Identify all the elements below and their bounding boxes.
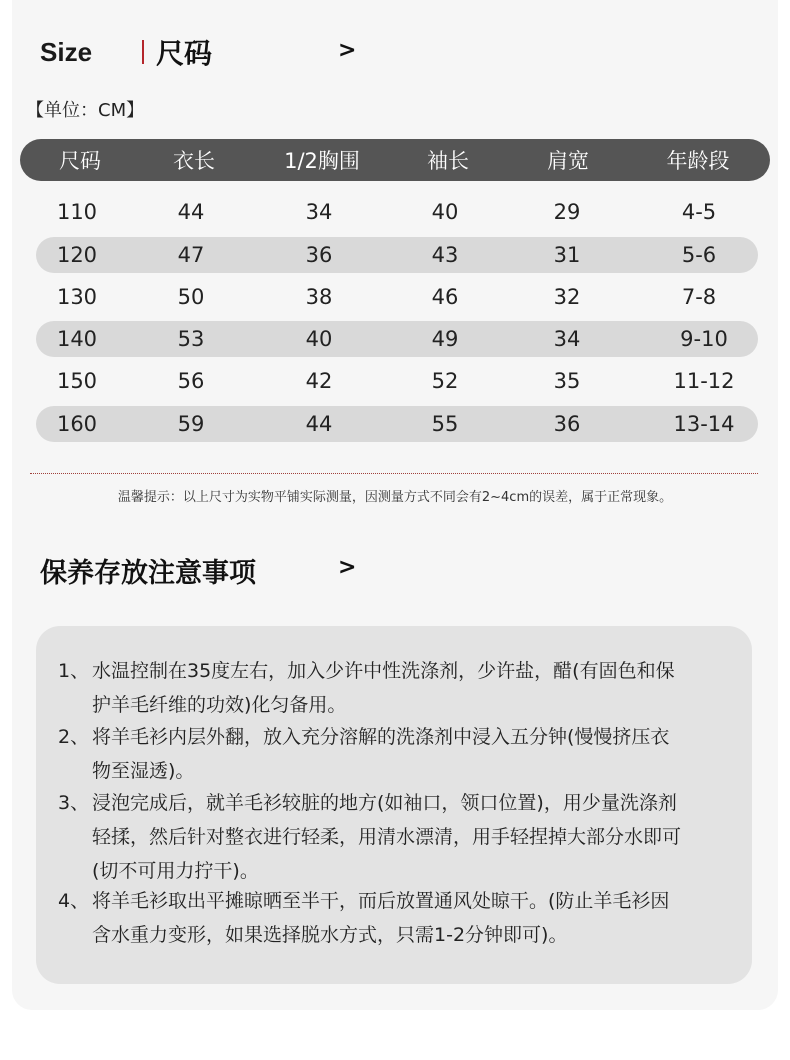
cell-chest: 40 <box>305 327 333 351</box>
cell-size: 130 <box>56 285 98 309</box>
care-title: 保养存放注意事项 <box>40 557 256 589</box>
cell-length: 50 <box>177 285 205 309</box>
care-item-text: 含水重力变形，如果选择脱水方式，只需1-2分钟即可)。 <box>92 924 568 946</box>
cell-sleeve: 40 <box>431 200 459 224</box>
care-item-text: 轻揉，然后针对整衣进行轻柔，用清水漂清，用手轻捏掉大部分水即可 <box>92 826 682 848</box>
cell-shoulder: 32 <box>553 285 581 309</box>
cell-size: 110 <box>56 200 98 224</box>
cell-size: 120 <box>56 243 98 267</box>
size-title-cn: 尺码 <box>156 37 213 70</box>
care-item-number: 2、 <box>58 726 90 748</box>
dotted-divider <box>30 473 758 474</box>
size-section-header <box>40 30 212 74</box>
cell-length: 56 <box>177 369 205 393</box>
care-item-2 <box>58 720 669 788</box>
header-chest: 1/2胸围 <box>284 149 360 173</box>
header-size: 尺码 <box>59 149 101 173</box>
cell-size: 140 <box>56 327 98 351</box>
cell-size: 150 <box>56 369 98 393</box>
header-length: 衣长 <box>173 149 215 173</box>
cell-chest: 38 <box>305 285 333 309</box>
unit-label: 【单位：CM】 <box>26 100 145 121</box>
header-age: 年龄段 <box>666 149 730 173</box>
cell-size: 160 <box>56 412 98 436</box>
care-item-number: 1、 <box>58 660 90 682</box>
cell-shoulder: 29 <box>553 200 581 224</box>
header-sleeve: 袖长 <box>427 149 469 173</box>
cell-shoulder: 31 <box>553 243 581 267</box>
table-row <box>36 194 758 230</box>
chevron-right-icon: > <box>338 38 357 63</box>
header-shoulder: 肩宽 <box>547 149 589 173</box>
cell-age: 13-14 <box>673 412 735 436</box>
care-item-text: 浸泡完成后，就羊毛衫较脏的地方(如袖口，领口位置)，用少量洗涤剂 <box>92 792 677 814</box>
cell-sleeve: 43 <box>431 243 459 267</box>
care-item-text: 水温控制在35度左右，加入少许中性洗涤剂，少许盐，醋(有固色和保 <box>92 660 675 682</box>
cell-sleeve: 46 <box>431 285 459 309</box>
care-item-4 <box>58 884 669 952</box>
title-divider <box>142 40 144 64</box>
cell-age: 11-12 <box>673 369 735 393</box>
cell-chest: 36 <box>305 243 333 267</box>
table-row <box>36 406 758 442</box>
chevron-right-icon: > <box>338 555 357 580</box>
care-item-text: 物至湿透)。 <box>92 760 195 782</box>
care-item-1 <box>58 654 675 722</box>
cell-length: 53 <box>177 327 205 351</box>
size-title-en: Size <box>40 36 93 67</box>
cell-age: 9-10 <box>680 327 728 351</box>
table-row <box>36 321 758 357</box>
cell-age: 7-8 <box>681 285 717 309</box>
cell-chest: 42 <box>305 369 333 393</box>
cell-shoulder: 34 <box>553 327 581 351</box>
care-instructions-box <box>36 626 752 984</box>
cell-length: 47 <box>177 243 205 267</box>
care-section-header <box>40 548 256 592</box>
cell-chest: 44 <box>305 412 333 436</box>
cell-sleeve: 55 <box>431 412 459 436</box>
care-item-3 <box>58 786 681 888</box>
care-item-text: 护羊毛纤维的功效)化匀备用。 <box>92 694 347 716</box>
measurement-tip: 温馨提示：以上尺寸为实物平铺实际测量，因测量方式不同会有2~4cm的误差，属于正常现象。 <box>117 490 673 505</box>
cell-age: 4-5 <box>681 200 717 224</box>
cell-length: 59 <box>177 412 205 436</box>
table-row <box>36 363 758 399</box>
table-row <box>36 237 758 273</box>
care-item-number: 4、 <box>58 890 90 912</box>
care-item-text: 将羊毛衫取出平摊晾晒至半干，而后放置通风处晾干。(防止羊毛衫因 <box>92 890 670 912</box>
care-item-number: 3、 <box>58 792 90 814</box>
care-item-text: (切不可用力拧干)。 <box>92 860 259 882</box>
cell-age: 5-6 <box>681 243 717 267</box>
table-row <box>36 279 758 315</box>
care-item-text: 将羊毛衫内层外翻，放入充分溶解的洗涤剂中浸入五分钟(慢慢挤压衣 <box>92 726 670 748</box>
cell-chest: 34 <box>305 200 333 224</box>
size-table-header <box>20 139 770 181</box>
cell-shoulder: 36 <box>553 412 581 436</box>
cell-length: 44 <box>177 200 205 224</box>
cell-sleeve: 52 <box>431 369 459 393</box>
cell-sleeve: 49 <box>431 327 459 351</box>
cell-shoulder: 35 <box>553 369 581 393</box>
